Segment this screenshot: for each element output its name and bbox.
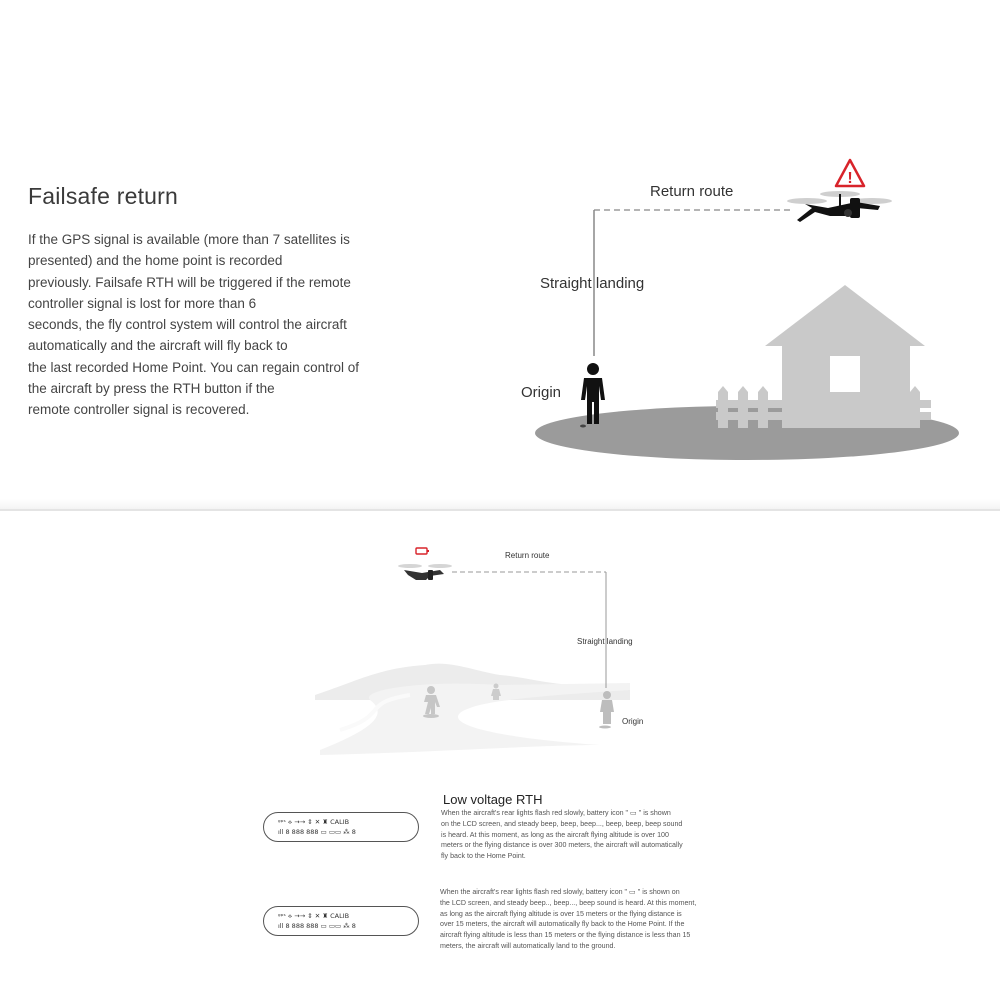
straight-landing-label: Straight landing: [577, 637, 633, 646]
lowvoltage-title: Low voltage RTH: [443, 792, 543, 807]
section-divider-shadow: [0, 499, 1000, 509]
text-line: is heard. At this moment, as long as the aircraft flying altitude is over 100: [441, 830, 669, 839]
lcd-display: [263, 906, 419, 936]
paragraph-line: the aircraft by press the RTH button if the: [28, 381, 275, 397]
lcd-top-row: ᵍᵖˢ ⟡ →→ ⇕ ✕ ♜ CALIB: [278, 912, 350, 920]
straight-landing-label: Straight landing: [540, 275, 645, 292]
failsafe-diagram: [500, 150, 980, 480]
text-line: fly back to the Home Point.: [441, 852, 526, 861]
text-line: When the aircraft's rear lights flash red slowly, battery icon " ▭ " is shown: [441, 809, 671, 817]
paragraph-line: If the GPS signal is available (more than 7 satellites is: [28, 232, 350, 247]
drone-icon: [787, 191, 892, 222]
battery-warning-icon: [416, 548, 429, 554]
paragraph-line: remote controller signal is recovered.: [28, 402, 250, 418]
failsafe-paragraph: [28, 229, 428, 421]
terrain-illustration: [315, 664, 630, 755]
text-line: over 15 meters, the aircraft will automatically fly back to the Home Point. If the: [440, 920, 685, 929]
origin-label: Origin: [622, 717, 644, 726]
house-illustration: [716, 285, 931, 428]
lowvoltage-text-block-1: [441, 808, 741, 862]
return-route-label: Return route: [650, 183, 734, 200]
return-route-label: Return route: [505, 551, 550, 560]
text-line: the LCD screen, and steady beep.., beep..., beep sound is heard. At this moment,: [440, 898, 697, 907]
drone-icon: [398, 564, 452, 580]
paragraph-line: the last recorded Home Point. You can regain control of: [28, 359, 359, 375]
lowvoltage-diagram: [300, 540, 660, 770]
lcd-bottom-row: ıll 8 888 888 ▭ ▭▭ ⁂ 8: [278, 828, 356, 836]
paragraph-line: controller signal is lost for more than 6: [28, 295, 257, 311]
failsafe-title: Failsafe return: [28, 183, 179, 209]
origin-label: Origin: [521, 384, 562, 401]
lcd-display: [263, 812, 419, 842]
text-line: When the aircraft's rear lights flash red slowly, battery icon " ▭ " is shown on: [440, 888, 680, 896]
paragraph-line: previously. Failsafe RTH will be triggered if the remote: [28, 274, 351, 290]
warning-glyph: !: [847, 170, 853, 187]
text-line: meters, the aircraft will automatically land to the ground.: [440, 941, 616, 950]
paragraph-line: presented) and the home point is recorded: [28, 253, 283, 269]
lcd-bottom-row: ıll 8 888 888 ▭ ▭▭ ⁂ 8: [278, 922, 356, 930]
paragraph-line: seconds, the fly control system will control the aircraft: [28, 317, 347, 333]
lowvoltage-text-block-2: [440, 887, 740, 952]
text-line: aircraft flying altitude is less than 15 meters or the flying distance is less than 15: [440, 931, 691, 940]
lcd-top-row: ᵍᵖˢ ⟡ →→ ⇕ ✕ ♜ CALIB: [278, 818, 350, 826]
text-line: on the LCD screen, and steady beep, beep, beep..., beep, beep, beep sound: [441, 819, 683, 828]
text-line: meters or the flying distance is over 300 meters, the aircraft will automatically: [441, 841, 683, 850]
paragraph-line: automatically and the aircraft will fly back to: [28, 338, 288, 354]
text-line: as long as the aircraft flying altitude is over 15 meters or the flying distance is: [440, 909, 682, 918]
section-divider: [0, 509, 1000, 511]
